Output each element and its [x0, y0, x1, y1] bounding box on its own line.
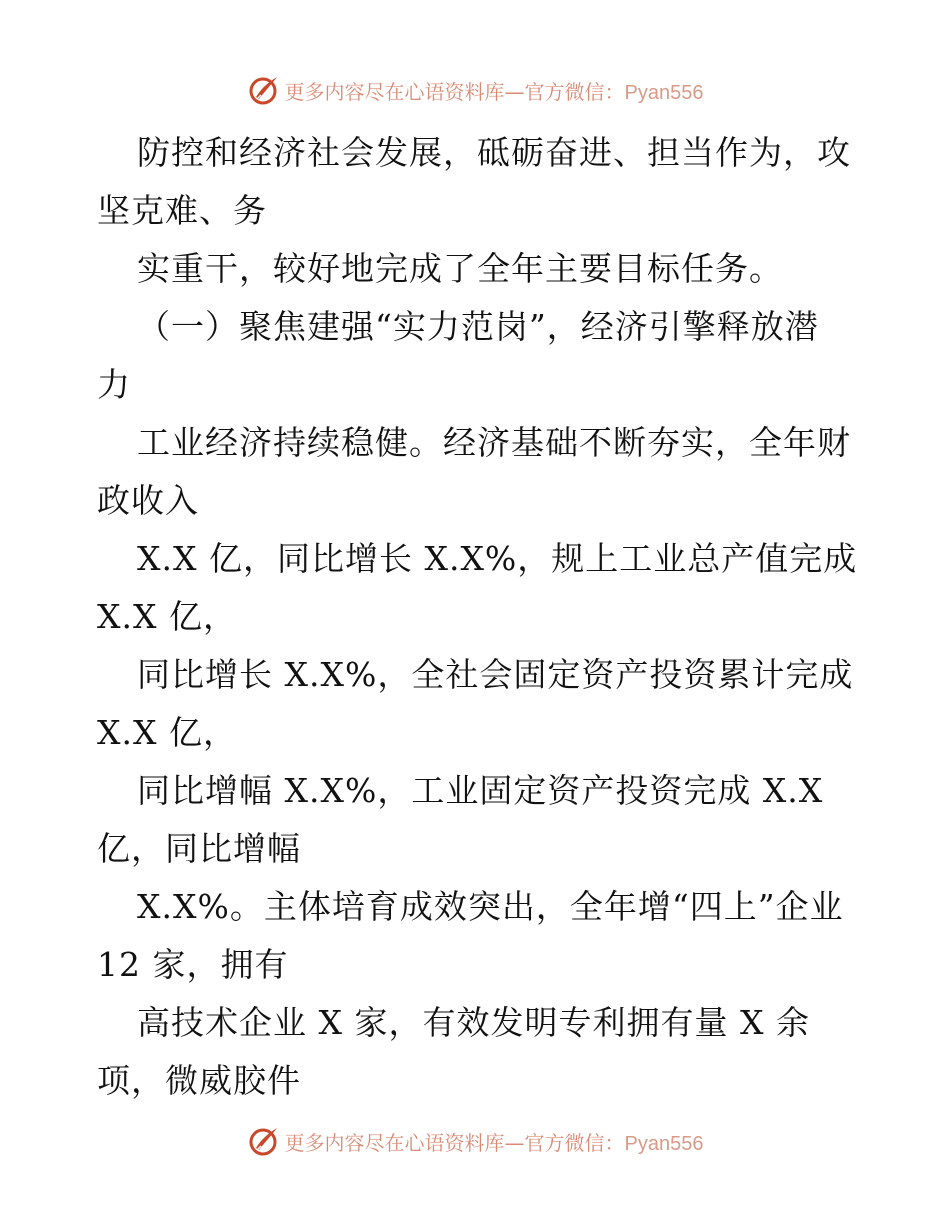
- watermark-text: 更多内容尽在心语资料库—官方微信：Pyan556: [284, 1130, 704, 1155]
- document-body: [97, 124, 857, 1110]
- text-line: （一）聚焦建强“实力范岗”，经济引擎释放潜: [137, 307, 819, 346]
- text-line: X.X 亿，同比增长 X.X%，规上工业总产值完成: [137, 539, 858, 578]
- text-line: 同比增幅 X.X%，工业固定资产投资完成 X.X: [137, 771, 824, 810]
- text-line: 政收入: [97, 481, 199, 520]
- text-line: 坚克难、务: [97, 191, 267, 230]
- text-line: 工业经济持续稳健。经济基础不断夯实，全年财: [137, 423, 851, 462]
- quill-logo-icon: [247, 73, 281, 107]
- text-line: 高技术企业 X 家，有效发明专利拥有量 X 余: [137, 1003, 810, 1042]
- quill-logo-icon: [247, 1124, 281, 1158]
- text-line: X.X 亿，: [97, 597, 237, 636]
- text-line: 防控和经济社会发展，砥砺奋进、担当作为，攻: [137, 133, 851, 172]
- text-line: 亿，同比增幅: [97, 829, 301, 868]
- header-watermark: [0, 70, 950, 110]
- text-line: 力: [97, 365, 131, 404]
- text-line: 同比增长 X.X%，全社会固定资产投资累计完成: [137, 655, 854, 694]
- text-line: X.X%。主体培育成效突出，全年增“四上”企业: [137, 887, 844, 926]
- text-line: 项，微威胶件: [97, 1061, 301, 1100]
- watermark-text: 更多内容尽在心语资料库—官方微信：Pyan556: [284, 79, 704, 104]
- text-line: 实重干，较好地完成了全年主要目标任务。: [137, 249, 783, 288]
- text-line: X.X 亿，: [97, 713, 237, 752]
- text-line: 12 家，拥有: [97, 945, 289, 984]
- footer-watermark: [0, 1121, 950, 1161]
